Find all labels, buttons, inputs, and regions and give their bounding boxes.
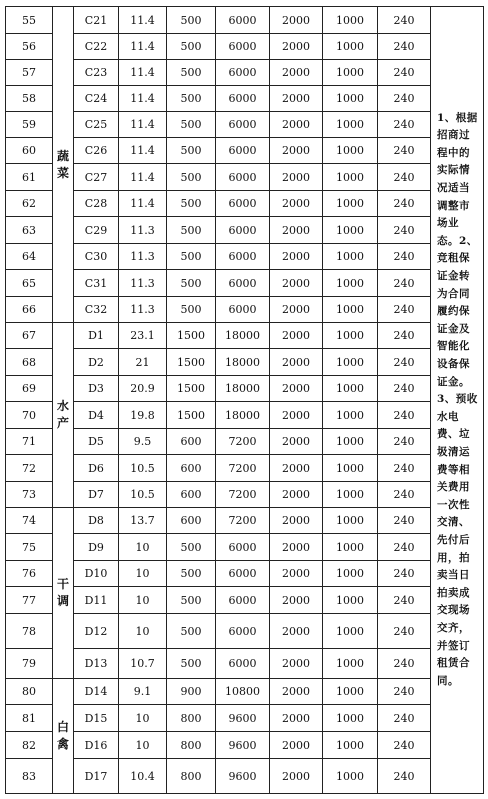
area: 11.3 — [119, 270, 167, 297]
table-row — [6, 217, 484, 244]
stall-code: C25 — [74, 112, 119, 138]
area: 10 — [119, 732, 167, 759]
area: 10 — [119, 534, 167, 561]
fee-1000: 1000 — [323, 34, 378, 60]
category-label: 白禽 — [56, 720, 69, 751]
row-number: 80 — [6, 679, 53, 705]
fee-1000: 1000 — [323, 323, 378, 349]
table-row — [6, 164, 484, 191]
fee-2000: 2000 — [270, 649, 323, 679]
fee-2000: 2000 — [270, 679, 323, 705]
table-row — [6, 112, 484, 138]
area: 11.4 — [119, 164, 167, 191]
stall-code: C26 — [74, 138, 119, 164]
fee-2000: 2000 — [270, 34, 323, 60]
fee-240: 240 — [378, 402, 431, 429]
deposit: 500 — [167, 649, 216, 679]
fee-2000: 2000 — [270, 705, 323, 732]
fee-2000: 2000 — [270, 297, 323, 323]
annual-rent: 6000 — [216, 191, 270, 217]
fee-240: 240 — [378, 86, 431, 112]
fee-1000: 1000 — [323, 7, 378, 34]
area: 11.4 — [119, 138, 167, 164]
deposit: 500 — [167, 614, 216, 649]
table-row — [6, 323, 484, 349]
area: 9.1 — [119, 679, 167, 705]
fee-240: 240 — [378, 508, 431, 534]
area: 10.7 — [119, 649, 167, 679]
row-number: 59 — [6, 112, 53, 138]
fee-1000: 1000 — [323, 614, 378, 649]
table-row — [6, 349, 484, 376]
table-row — [6, 587, 484, 614]
deposit: 500 — [167, 112, 216, 138]
deposit: 500 — [167, 60, 216, 86]
row-number: 58 — [6, 86, 53, 112]
row-number: 66 — [6, 297, 53, 323]
stall-code: D3 — [74, 376, 119, 402]
fee-1000: 1000 — [323, 649, 378, 679]
area: 21 — [119, 349, 167, 376]
row-number: 64 — [6, 244, 53, 270]
table-row — [6, 297, 484, 323]
table-row — [6, 455, 484, 482]
fee-2000: 2000 — [270, 376, 323, 402]
deposit: 600 — [167, 482, 216, 508]
fee-1000: 1000 — [323, 482, 378, 508]
deposit: 500 — [167, 138, 216, 164]
annual-rent: 9600 — [216, 732, 270, 759]
stall-code: D7 — [74, 482, 119, 508]
fee-1000: 1000 — [323, 732, 378, 759]
deposit: 600 — [167, 455, 216, 482]
deposit: 500 — [167, 270, 216, 297]
fee-1000: 1000 — [323, 270, 378, 297]
fee-2000: 2000 — [270, 614, 323, 649]
annual-rent: 18000 — [216, 323, 270, 349]
row-number: 81 — [6, 705, 53, 732]
fee-2000: 2000 — [270, 217, 323, 244]
table-row — [6, 60, 484, 86]
fee-2000: 2000 — [270, 561, 323, 587]
stall-code: D5 — [74, 429, 119, 455]
fee-1000: 1000 — [323, 297, 378, 323]
area: 10 — [119, 705, 167, 732]
stall-code: D1 — [74, 323, 119, 349]
deposit: 800 — [167, 732, 216, 759]
table-row — [6, 482, 484, 508]
area: 10 — [119, 614, 167, 649]
fee-240: 240 — [378, 323, 431, 349]
fee-2000: 2000 — [270, 587, 323, 614]
fee-1000: 1000 — [323, 86, 378, 112]
row-number: 82 — [6, 732, 53, 759]
stall-code: C27 — [74, 164, 119, 191]
stall-code: D2 — [74, 349, 119, 376]
row-number: 70 — [6, 402, 53, 429]
annual-rent: 6000 — [216, 164, 270, 191]
category-dried — [53, 508, 74, 679]
stall-code: D4 — [74, 402, 119, 429]
table-row — [6, 270, 484, 297]
fee-2000: 2000 — [270, 429, 323, 455]
annual-rent: 18000 — [216, 376, 270, 402]
annual-rent: 6000 — [216, 60, 270, 86]
stall-code: D8 — [74, 508, 119, 534]
table-row — [6, 86, 484, 112]
fee-240: 240 — [378, 429, 431, 455]
fee-1000: 1000 — [323, 429, 378, 455]
annual-rent: 6000 — [216, 7, 270, 34]
fee-2000: 2000 — [270, 759, 323, 794]
table-row — [6, 7, 484, 34]
fee-2000: 2000 — [270, 534, 323, 561]
fee-2000: 2000 — [270, 402, 323, 429]
fee-2000: 2000 — [270, 270, 323, 297]
area: 11.4 — [119, 112, 167, 138]
fee-240: 240 — [378, 297, 431, 323]
deposit: 800 — [167, 705, 216, 732]
annual-rent: 6000 — [216, 112, 270, 138]
table-row — [6, 561, 484, 587]
table-row — [6, 244, 484, 270]
fee-240: 240 — [378, 112, 431, 138]
area: 9.5 — [119, 429, 167, 455]
fee-240: 240 — [378, 614, 431, 649]
table-row — [6, 759, 484, 794]
category-label: 蔬菜 — [56, 148, 69, 180]
annual-rent: 6000 — [216, 297, 270, 323]
table-row — [6, 508, 484, 534]
deposit: 1500 — [167, 376, 216, 402]
row-number: 78 — [6, 614, 53, 649]
area: 11.4 — [119, 86, 167, 112]
row-number: 62 — [6, 191, 53, 217]
fee-1000: 1000 — [323, 217, 378, 244]
deposit: 500 — [167, 191, 216, 217]
fee-1000: 1000 — [323, 402, 378, 429]
row-number: 68 — [6, 349, 53, 376]
fee-240: 240 — [378, 679, 431, 705]
stall-code: D13 — [74, 649, 119, 679]
category-poultry — [53, 679, 74, 794]
annual-rent: 6000 — [216, 614, 270, 649]
fee-1000: 1000 — [323, 376, 378, 402]
deposit: 500 — [167, 244, 216, 270]
fee-1000: 1000 — [323, 164, 378, 191]
fee-1000: 1000 — [323, 508, 378, 534]
stall-code: D11 — [74, 587, 119, 614]
rental-table — [5, 6, 484, 794]
category-vegetables — [53, 7, 74, 323]
fee-2000: 2000 — [270, 7, 323, 34]
table-row — [6, 429, 484, 455]
deposit: 500 — [167, 164, 216, 191]
fee-2000: 2000 — [270, 138, 323, 164]
fee-240: 240 — [378, 732, 431, 759]
stall-code: D10 — [74, 561, 119, 587]
annual-rent: 6000 — [216, 138, 270, 164]
fee-240: 240 — [378, 191, 431, 217]
fee-240: 240 — [378, 244, 431, 270]
annual-rent: 7200 — [216, 482, 270, 508]
fee-240: 240 — [378, 649, 431, 679]
deposit: 1500 — [167, 323, 216, 349]
row-number: 79 — [6, 649, 53, 679]
row-number: 63 — [6, 217, 53, 244]
annual-rent: 6000 — [216, 244, 270, 270]
row-number: 73 — [6, 482, 53, 508]
table-row — [6, 614, 484, 649]
category-label: 干调 — [56, 577, 69, 608]
fee-240: 240 — [378, 561, 431, 587]
annual-rent: 6000 — [216, 561, 270, 587]
fee-1000: 1000 — [323, 191, 378, 217]
stall-code: C32 — [74, 297, 119, 323]
fee-2000: 2000 — [270, 60, 323, 86]
annual-rent: 7200 — [216, 508, 270, 534]
stall-code: C21 — [74, 7, 119, 34]
row-number: 77 — [6, 587, 53, 614]
stall-code: C24 — [74, 86, 119, 112]
row-number: 55 — [6, 7, 53, 34]
deposit: 500 — [167, 297, 216, 323]
fee-2000: 2000 — [270, 112, 323, 138]
fee-240: 240 — [378, 482, 431, 508]
row-number: 56 — [6, 34, 53, 60]
annual-rent: 6000 — [216, 649, 270, 679]
fee-1000: 1000 — [323, 455, 378, 482]
row-number: 67 — [6, 323, 53, 349]
fee-240: 240 — [378, 7, 431, 34]
deposit: 500 — [167, 561, 216, 587]
fee-2000: 2000 — [270, 455, 323, 482]
annual-rent: 9600 — [216, 705, 270, 732]
deposit: 900 — [167, 679, 216, 705]
fee-2000: 2000 — [270, 323, 323, 349]
row-number: 83 — [6, 759, 53, 794]
fee-240: 240 — [378, 270, 431, 297]
annual-rent: 6000 — [216, 217, 270, 244]
fee-240: 240 — [378, 349, 431, 376]
area: 19.8 — [119, 402, 167, 429]
stall-code: D15 — [74, 705, 119, 732]
table-row — [6, 376, 484, 402]
area: 11.3 — [119, 297, 167, 323]
fee-1000: 1000 — [323, 244, 378, 270]
stall-code: C30 — [74, 244, 119, 270]
deposit: 600 — [167, 508, 216, 534]
category-aquatic — [53, 323, 74, 508]
table-row — [6, 191, 484, 217]
area: 11.4 — [119, 7, 167, 34]
row-number: 69 — [6, 376, 53, 402]
area: 10 — [119, 561, 167, 587]
fee-2000: 2000 — [270, 244, 323, 270]
annual-rent: 18000 — [216, 349, 270, 376]
fee-2000: 2000 — [270, 191, 323, 217]
area: 10.4 — [119, 759, 167, 794]
row-number: 76 — [6, 561, 53, 587]
stall-code: C28 — [74, 191, 119, 217]
fee-1000: 1000 — [323, 561, 378, 587]
stall-code: C31 — [74, 270, 119, 297]
stall-code: D14 — [74, 679, 119, 705]
category-label: 水产 — [56, 399, 69, 430]
area: 11.3 — [119, 244, 167, 270]
annual-rent: 18000 — [216, 402, 270, 429]
fee-240: 240 — [378, 217, 431, 244]
deposit: 500 — [167, 86, 216, 112]
remarks-note: 1、根据招商过程中的实际情况适当调整市场业态。2、竞租保证金转为合同履约保证金及智能化设备保证金。3、预收水电费、垃圾清运费等相关费用一次性交清、先付后用，拍卖当日拍卖成交现场交齐，并签订租赁合同。 — [431, 7, 484, 794]
row-number: 71 — [6, 429, 53, 455]
table-row — [6, 679, 484, 705]
annual-rent: 7200 — [216, 429, 270, 455]
fee-1000: 1000 — [323, 587, 378, 614]
table-row — [6, 649, 484, 679]
annual-rent: 7200 — [216, 455, 270, 482]
row-number: 57 — [6, 60, 53, 86]
deposit: 500 — [167, 587, 216, 614]
row-number: 74 — [6, 508, 53, 534]
area: 10.5 — [119, 455, 167, 482]
fee-240: 240 — [378, 164, 431, 191]
fee-240: 240 — [378, 138, 431, 164]
fee-2000: 2000 — [270, 86, 323, 112]
area: 11.3 — [119, 217, 167, 244]
area: 11.4 — [119, 60, 167, 86]
table-row — [6, 138, 484, 164]
row-number: 72 — [6, 455, 53, 482]
stall-code: D9 — [74, 534, 119, 561]
table-row — [6, 402, 484, 429]
fee-1000: 1000 — [323, 705, 378, 732]
fee-2000: 2000 — [270, 482, 323, 508]
annual-rent: 9600 — [216, 759, 270, 794]
deposit: 1500 — [167, 402, 216, 429]
stall-code: D12 — [74, 614, 119, 649]
deposit: 500 — [167, 217, 216, 244]
deposit: 600 — [167, 429, 216, 455]
deposit: 800 — [167, 759, 216, 794]
table-row — [6, 34, 484, 60]
fee-1000: 1000 — [323, 60, 378, 86]
area: 11.4 — [119, 191, 167, 217]
area: 10 — [119, 587, 167, 614]
stall-code: C29 — [74, 217, 119, 244]
stall-code: D16 — [74, 732, 119, 759]
stall-code: D17 — [74, 759, 119, 794]
row-number: 65 — [6, 270, 53, 297]
area: 11.4 — [119, 34, 167, 60]
fee-2000: 2000 — [270, 508, 323, 534]
deposit: 500 — [167, 534, 216, 561]
fee-2000: 2000 — [270, 349, 323, 376]
annual-rent: 6000 — [216, 86, 270, 112]
deposit: 500 — [167, 34, 216, 60]
stall-code: D6 — [74, 455, 119, 482]
deposit: 500 — [167, 7, 216, 34]
annual-rent: 6000 — [216, 587, 270, 614]
area: 10.5 — [119, 482, 167, 508]
fee-240: 240 — [378, 705, 431, 732]
area: 20.9 — [119, 376, 167, 402]
area: 23.1 — [119, 323, 167, 349]
fee-1000: 1000 — [323, 679, 378, 705]
row-number: 60 — [6, 138, 53, 164]
table-row — [6, 705, 484, 732]
fee-240: 240 — [378, 376, 431, 402]
fee-2000: 2000 — [270, 164, 323, 191]
table-row — [6, 732, 484, 759]
table-row — [6, 534, 484, 561]
stall-code: C23 — [74, 60, 119, 86]
fee-1000: 1000 — [323, 534, 378, 561]
fee-1000: 1000 — [323, 138, 378, 164]
fee-240: 240 — [378, 60, 431, 86]
annual-rent: 6000 — [216, 270, 270, 297]
annual-rent: 6000 — [216, 34, 270, 60]
fee-240: 240 — [378, 534, 431, 561]
fee-1000: 1000 — [323, 112, 378, 138]
annual-rent: 6000 — [216, 534, 270, 561]
fee-240: 240 — [378, 759, 431, 794]
area: 13.7 — [119, 508, 167, 534]
annual-rent: 10800 — [216, 679, 270, 705]
fee-240: 240 — [378, 587, 431, 614]
row-number: 61 — [6, 164, 53, 191]
fee-1000: 1000 — [323, 759, 378, 794]
fee-240: 240 — [378, 455, 431, 482]
stall-code: C22 — [74, 34, 119, 60]
row-number: 75 — [6, 534, 53, 561]
fee-1000: 1000 — [323, 349, 378, 376]
fee-2000: 2000 — [270, 732, 323, 759]
deposit: 1500 — [167, 349, 216, 376]
fee-240: 240 — [378, 34, 431, 60]
